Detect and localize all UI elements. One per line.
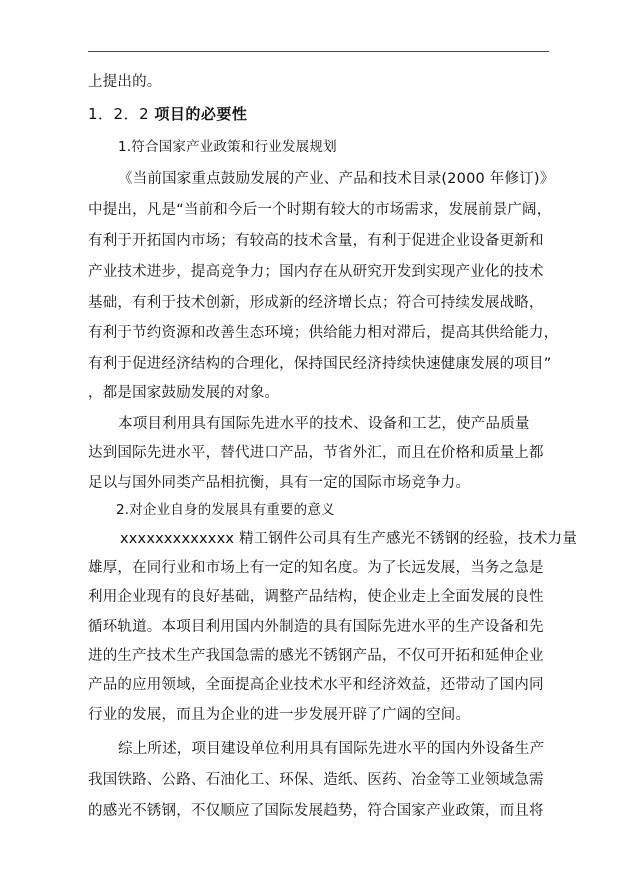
text-line: 产品的应用领域，全面提高企业技术水平和经济效益，还带动了国内同 [88, 677, 544, 693]
text-line: 进的生产技术生产我国急需的感光不锈钢产品，不仅可开拓和延伸企业 [88, 648, 544, 664]
text-line: 有利于促进经济结构的合理化，保持国民经济持续快速健康发展的项目” [88, 356, 552, 372]
text-line: 行业的发展，而且为企业的进一步发展开辟了广阔的空间。 [88, 707, 471, 723]
text-line: 足以与国外同类产品相抗衡，具有一定的国际市场竞争力。 [88, 475, 471, 491]
subsection-title: 2.对企业自身的发展具有重要的意义 [116, 502, 335, 518]
text-line: 雄厚，在同行业和市场上有一定的知名度。为了长远发展，当务之急是 [88, 560, 544, 576]
text-line: 本项目利用具有国际先进水平的技术、设备和工艺，使产品质量 [118, 416, 530, 432]
text-line: 上提出的。 [88, 74, 162, 90]
text-line: 中提出，凡是“当前和今后一个时期有较大的市场需求，发展前景广阔， [88, 202, 552, 218]
text-line: 有利于开拓国内市场；有较高的技术含量，有利于促进企业设备更新和 [88, 233, 544, 249]
text-line: 利用企业现有的良好基础，调整产品结构，使企业走上全面发展的良性 [88, 589, 544, 605]
text-line: 综上所述，项目建设单位利用具有国际先进水平的国内外设备生产 [118, 741, 545, 757]
text-line: 我国铁路、公路、石油化工、环保、造纸、医药、冶金等工业领域急需 [88, 772, 544, 788]
section-title: 项目的必要性 [154, 105, 248, 123]
header-rule [88, 51, 549, 52]
text-line: xxxxxxxxxxxxx 精工钢件公司具有生产感光不锈钢的经验，技术力量 [120, 531, 578, 547]
text-line: 产业技术进步，提高竞争力；国内存在从研究开发到实现产业化的技术 [88, 264, 544, 280]
text-line: ，都是国家鼓励发展的对象。 [88, 385, 280, 401]
text-line: 《当前国家重点鼓励发展的产业、产品和技术目录(2000 年修订)》 [118, 171, 555, 187]
text-line: 基础，有利于技术创新，形成新的经济增长点；符合可持续发展战略， [88, 295, 544, 311]
section-number: 1．2．2 [88, 105, 155, 123]
text-line: 的感光不锈钢，不仅顺应了国际发展趋势，符合国家产业政策，而且将 [88, 803, 544, 819]
text-line: 有利于节约资源和改善生态环境；供给能力相对滞后，提高其供给能力， [88, 325, 559, 341]
text-line: 达到国际先进水平，替代进口产品，节省外汇，而且在价格和质量上都 [88, 445, 544, 461]
text-line: 循环轨道。本项目利用国内外制造的具有国际先进水平的生产设备和先 [88, 619, 544, 635]
subsection-title: 1.符合国家产业政策和行业发展规划 [118, 139, 337, 155]
section-heading [88, 104, 247, 124]
